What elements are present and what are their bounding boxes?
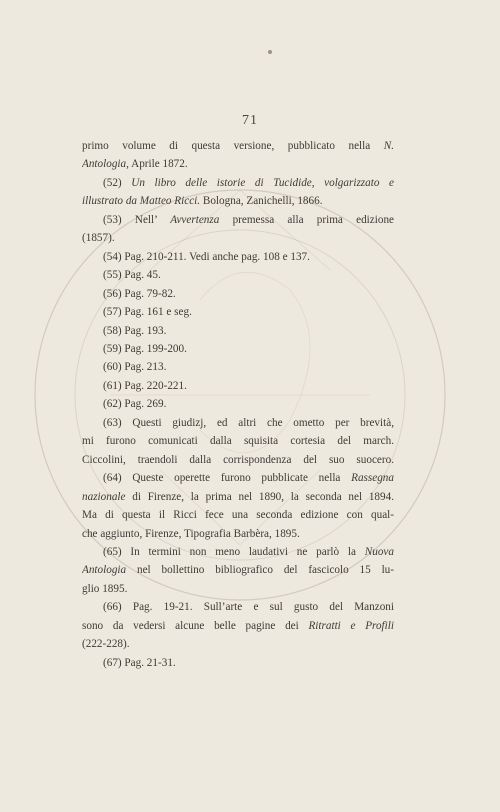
italic-run: Antologia [82, 564, 127, 577]
page-number: 71 [242, 113, 258, 128]
italic-run: Nuova [364, 545, 394, 558]
text-run: sono da vedersi alcune belle pagine dei [82, 619, 309, 632]
text-run: (62) Pag. 269. [103, 398, 167, 411]
text-line [82, 617, 394, 635]
text-run: (56) Pag. 79-82. [103, 287, 176, 300]
text-line [82, 525, 394, 543]
text-line [82, 322, 394, 340]
italic-run: nazionale [82, 490, 126, 503]
text-run: (65) In termini non meno laudativi ne parlò la [103, 545, 365, 558]
text-run: (58) Pag. 193. [103, 324, 167, 337]
text-line [82, 248, 394, 266]
text-run: Ma di questa il Ricci fece una seconda edizione con qual- [82, 509, 394, 522]
text-run: Aprile 1872. [128, 158, 188, 171]
italic-run: Un libro delle istorie di Tucidide, volgarizzato e [131, 176, 394, 189]
text-line [82, 414, 394, 432]
text-run: (222-228). [82, 638, 130, 651]
text-run: primo volume di questa versione, pubblicato nella [82, 140, 384, 152]
text-line [82, 488, 394, 506]
text-run: (60) Pag. 213. [103, 361, 167, 374]
text-line [82, 229, 394, 247]
text-run: (66) Pag. 19-21. Sull’arte e sul gusto del Manzoni [103, 601, 394, 614]
printer-dot [268, 50, 272, 54]
text-line [82, 635, 394, 653]
text-run: (59) Pag. 199-200. [103, 342, 187, 355]
text-run: (55) Pag. 45. [103, 269, 161, 282]
text-line [82, 561, 394, 579]
text-run: che aggiunto, Firenze, Tipografia Barbèra, 1895. [82, 527, 300, 540]
text-line [82, 543, 394, 561]
text-line [82, 174, 394, 192]
text-run: (61) Pag. 220-221. [103, 379, 187, 392]
footnotes-block [82, 137, 394, 672]
italic-run: Avvertenza [170, 213, 220, 226]
text-line [82, 303, 394, 321]
text-line [82, 654, 394, 672]
text-run: Bologna, Zanichelli, 1866. [200, 195, 323, 208]
text-line [82, 377, 394, 395]
text-line [82, 285, 394, 303]
text-run: premessa alla prima edizione [219, 213, 394, 226]
text-line [82, 266, 394, 284]
text-run: (63) Questi giudizj, ed altri che ometto per brevità, [103, 416, 394, 429]
italic-run: Rassegna [351, 472, 394, 485]
text-line [82, 451, 394, 469]
text-run: (52) [103, 176, 132, 189]
text-run: (54) Pag. 210-211. Vedi anche pag. 108 e 137. [103, 250, 310, 263]
text-run: (64) Queste operette furono pubblicate nella [103, 472, 352, 485]
italic-run: Ritratti e Profili [308, 619, 394, 632]
text-line [82, 340, 394, 358]
text-line [82, 432, 394, 450]
text-line [82, 211, 394, 229]
text-run: (1857). [82, 232, 115, 245]
text-run: (57) Pag. 161 e seg. [103, 306, 192, 319]
text-run: mi furono comunicati dalla squisita cortesia del march. [82, 435, 394, 448]
text-line [82, 506, 394, 524]
text-line [82, 469, 394, 487]
text-line [82, 395, 394, 413]
text-line [82, 155, 394, 173]
text-run: di Firenze, la prima nel 1890, la seconda nel 1894. [125, 490, 394, 503]
italic-run: Antologia, [82, 158, 129, 171]
text-run: Ciccolini, traendoli dalla corrispondenza del suo suocero. [82, 453, 394, 466]
text-run: nel bollettino bibliografico del fascicolo 15 lu- [126, 564, 394, 577]
text-run: glio 1895. [82, 582, 128, 595]
text-line [82, 192, 394, 210]
italic-run: N. [383, 140, 394, 152]
text-run: (67) Pag. 21-31. [103, 656, 176, 669]
text-line [82, 137, 394, 155]
text-line [82, 580, 394, 598]
text-line [82, 598, 394, 616]
text-run: (53) Nell’ [103, 213, 171, 226]
italic-run: illustrato da Matteo Ricci. [82, 195, 201, 208]
text-line [82, 358, 394, 376]
